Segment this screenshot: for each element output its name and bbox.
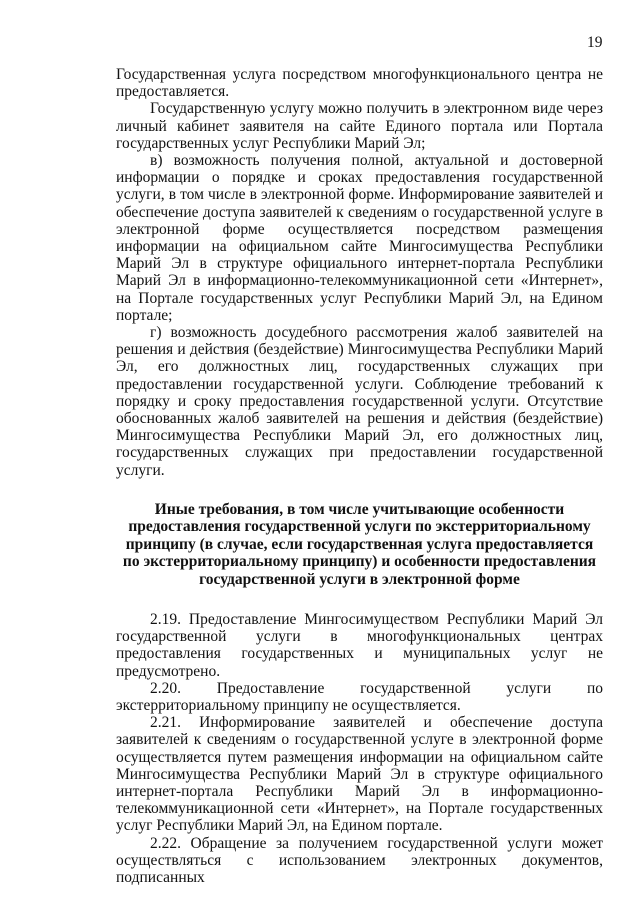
- section-before-heading: [116, 66, 603, 479]
- body-paragraph-3: в) возможность получения полной, актуальной и достоверной информации о порядке и сроках предоставления государственной услуги, в том числе в электронной форме. Информирование заявителей и обеспечение доступа заявителей к сведениям о государственной услуге в электронной форме осуществляется посредством размещения информации на официальном сайте Мингосимущества Республики Марий Эл в структуре официального интернет-портала Республики Марий Эл в информационно-телекоммуникационной сети «Интернет», на Портале государственных услуг Республики Марий Эл, на Едином портале;: [116, 152, 603, 324]
- section-paragraph-2: 2.20. Предоставление государственной услуги по экстерриториальному принципу не осуществляется.: [116, 679, 603, 714]
- heading-line-2: предоставления государственной услуги по экстерриториальному: [128, 518, 591, 536]
- section-paragraph-4: 2.22. Обращение за получением государственной услуги может осуществляться с использованием электронных документов, подписанных: [116, 834, 603, 886]
- body-paragraph-4: г) возможность досудебного рассмотрения жалоб заявителей на решения и действия (бездействие) Мингосимущества Республики Марий Эл, его должностных лиц, государственных служащих при предоставлении государственной услуги. Соблюдение требований к порядку и сроку предоставления государственной услуги. Отсутствие обоснованных жалоб заявителей на решения и действия (бездействие) Мингосимущества Республики Марий Эл, его должностных лиц, государственных служащих при предоставлении государственной услуги.: [116, 324, 603, 479]
- section-after-heading: [116, 611, 603, 886]
- section-paragraph-1: 2.19. Предоставление Мингосимуществом Республики Марий Эл государственной услуги в многофункциональных центрах предоставления государственных и муниципальных услуг не предусмотрено.: [116, 610, 603, 680]
- document-body: [116, 66, 603, 886]
- heading-line-4: по экстерриториальному принципу) и особенности предоставления: [122, 553, 597, 571]
- body-paragraph-2: Государственную услугу можно получить в электронном виде через личный кабинет заявителя на сайте Единого портала или Портала государственных услуг Республики Марий Эл;: [116, 100, 603, 152]
- body-paragraph-1: Государственная услуга посредством многофункционального центра не предоставляется.: [116, 66, 603, 101]
- section-heading: [116, 501, 603, 588]
- page-number: 19: [587, 34, 603, 51]
- heading-line-5: государственной услуги в электронной форме: [199, 570, 520, 588]
- heading-line-3: принципу (в случае, если государственная услуга предоставляется: [125, 535, 594, 553]
- heading-line-1: Иные требования, в том числе учитывающие особенности: [154, 500, 565, 518]
- section-paragraph-3: 2.21. Информирование заявителей и обеспечение доступа заявителей к сведениям о государственной услуге в электронной форме осуществляется путем размещения информации на официальном сайте Мингосимущества Республики Марий Эл в структуре официального интернет-портала Республики Марий Эл в информационно-телекоммуникационной сети «Интернет», на Портале государственных услуг Республики Марий Эл, на Едином портале.: [116, 714, 603, 835]
